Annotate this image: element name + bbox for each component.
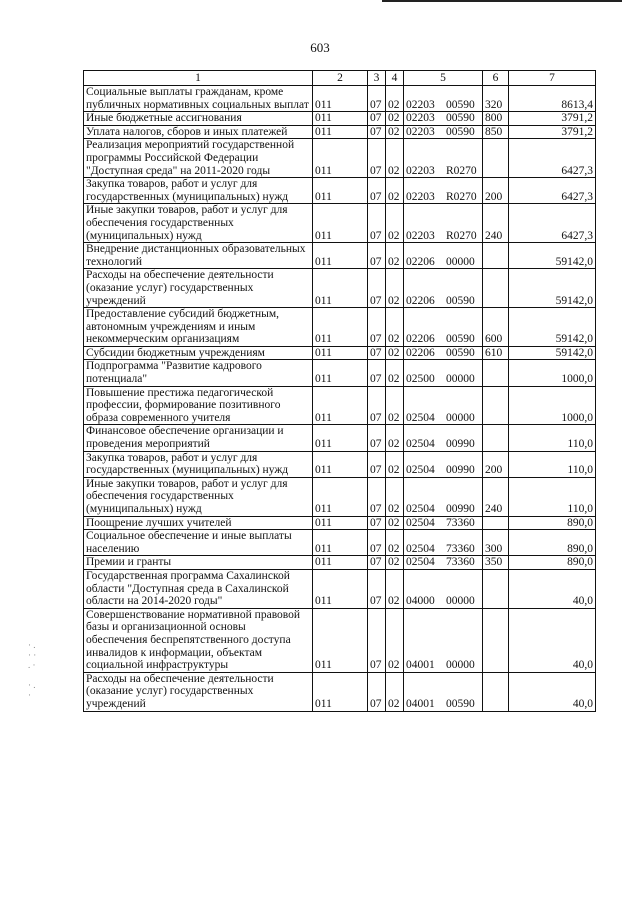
subsection-code-cell: 02 (386, 425, 404, 451)
grbs-code-cell: 011 (313, 530, 368, 556)
section-code-cell: 07 (368, 608, 386, 672)
target-article-direction: 00590 (446, 346, 475, 359)
target-article-program: 02504 (406, 516, 435, 529)
target-article-direction: 00000 (446, 373, 475, 386)
subsection-code-cell: 02 (386, 139, 404, 178)
target-article-program: 02504 (406, 438, 435, 451)
expense-type-cell: 600 (483, 308, 509, 347)
expense-type-cell (483, 139, 509, 178)
section-code-cell: 07 (368, 86, 386, 112)
budget-table (83, 70, 596, 712)
expense-type-cell (483, 569, 509, 608)
subsection-code-cell: 02 (386, 569, 404, 608)
amount-cell: 890,0 (509, 516, 596, 530)
subsection-code-cell: 02 (386, 204, 404, 243)
amount-cell: 110,0 (509, 477, 596, 516)
amount-cell: 3791,2 (509, 125, 596, 139)
target-article-direction: 00590 (446, 697, 475, 710)
amount-cell: 40,0 (509, 672, 596, 711)
grbs-code-cell: 011 (313, 204, 368, 243)
subsection-code-cell: 02 (386, 386, 404, 425)
amount-cell: 890,0 (509, 556, 596, 570)
table-row (84, 204, 596, 243)
amount-cell: 6427,3 (509, 178, 596, 204)
target-article-cell (404, 178, 483, 204)
expense-type-cell (483, 360, 509, 386)
column-header: 6 (483, 71, 509, 86)
section-code-cell: 07 (368, 139, 386, 178)
grbs-code-cell: 011 (313, 425, 368, 451)
expense-type-cell: 610 (483, 346, 509, 360)
target-article-program: 02203 (406, 98, 435, 111)
expense-type-cell (483, 672, 509, 711)
expense-type-cell (483, 269, 509, 308)
amount-cell: 890,0 (509, 530, 596, 556)
expense-name-cell: Внедрение дистанционных образовательных технологий (84, 243, 313, 269)
target-article-cell (404, 243, 483, 269)
section-code-cell: 07 (368, 346, 386, 360)
section-code-cell: 07 (368, 477, 386, 516)
expense-type-cell (483, 425, 509, 451)
grbs-code-cell: 011 (313, 178, 368, 204)
target-article-program: 04001 (406, 697, 435, 710)
amount-cell: 40,0 (509, 569, 596, 608)
expense-name-cell: Подпрограмма "Развитие кадрового потенциала" (84, 360, 313, 386)
section-code-cell: 07 (368, 556, 386, 570)
grbs-code-cell: 011 (313, 139, 368, 178)
column-header: 3 (368, 71, 386, 86)
section-code-cell: 07 (368, 569, 386, 608)
target-article-direction: 00000 (446, 595, 475, 608)
table-row (84, 672, 596, 711)
expense-name-cell: Иные закупки товаров, работ и услуг для обеспечения государственных (муниципальных) нужд (84, 477, 313, 516)
target-article-program: 02504 (406, 556, 435, 569)
target-article-cell (404, 346, 483, 360)
expense-name-cell: Государственная программа Сахалинской области "Доступная среда в Сахалинской области на 2014-2020 годы" (84, 569, 313, 608)
section-code-cell: 07 (368, 672, 386, 711)
section-code-cell: 07 (368, 360, 386, 386)
target-article-direction: 00000 (446, 659, 475, 672)
grbs-code-cell: 011 (313, 112, 368, 126)
section-code-cell: 07 (368, 425, 386, 451)
section-code-cell: 07 (368, 243, 386, 269)
table-row (84, 243, 596, 269)
subsection-code-cell: 02 (386, 360, 404, 386)
section-code-cell: 07 (368, 178, 386, 204)
target-article-cell (404, 125, 483, 139)
target-article-direction: 73360 (446, 516, 475, 529)
grbs-code-cell: 011 (313, 86, 368, 112)
amount-cell: 59142,0 (509, 269, 596, 308)
expense-name-cell: Социальное обеспечение и иные выплаты населению (84, 530, 313, 556)
expense-name-cell: Повышение престижа педагогической профессии, формирование позитивного образа современного учителя (84, 386, 313, 425)
target-article-program: 02206 (406, 333, 435, 346)
expense-type-cell: 200 (483, 178, 509, 204)
target-article-cell (404, 360, 483, 386)
table-row (84, 530, 596, 556)
amount-cell: 59142,0 (509, 308, 596, 347)
target-article-program: 02504 (406, 464, 435, 477)
target-article-direction: 00000 (446, 411, 475, 424)
column-header: 4 (386, 71, 404, 86)
column-header: 7 (509, 71, 596, 86)
target-article-program: 02203 (406, 112, 435, 125)
target-article-cell (404, 86, 483, 112)
amount-cell: 1000,0 (509, 360, 596, 386)
expense-name-cell: Предоставление субсидий бюджетным, автономным учреждениям и иным некоммерческим организациям (84, 308, 313, 347)
grbs-code-cell: 011 (313, 569, 368, 608)
expense-name-cell: Расходы на обеспечение деятельности (оказание услуг) государственных учреждений (84, 672, 313, 711)
target-article-program: 02206 (406, 346, 435, 359)
expense-name-cell: Закупка товаров, работ и услуг для государственных (муниципальных) нужд (84, 178, 313, 204)
amount-cell: 6427,3 (509, 204, 596, 243)
table-row (84, 556, 596, 570)
grbs-code-cell: 011 (313, 672, 368, 711)
grbs-code-cell: 011 (313, 269, 368, 308)
target-article-direction: R0270 (446, 164, 477, 177)
grbs-code-cell: 011 (313, 556, 368, 570)
expense-name-cell: Уплата налогов, сборов и иных платежей (84, 125, 313, 139)
expense-type-cell: 800 (483, 112, 509, 126)
amount-cell: 8613,4 (509, 86, 596, 112)
expense-type-cell: 200 (483, 451, 509, 477)
section-code-cell: 07 (368, 386, 386, 425)
subsection-code-cell: 02 (386, 269, 404, 308)
amount-cell: 110,0 (509, 451, 596, 477)
subsection-code-cell: 02 (386, 125, 404, 139)
margin-specks: · . · · . · · . · (28, 640, 37, 700)
target-article-program: 02500 (406, 373, 435, 386)
target-article-program: 02206 (406, 255, 435, 268)
subsection-code-cell: 02 (386, 86, 404, 112)
target-article-cell (404, 477, 483, 516)
target-article-direction: 73360 (446, 556, 475, 569)
expense-type-cell: 350 (483, 556, 509, 570)
grbs-code-cell: 011 (313, 386, 368, 425)
target-article-direction: 00590 (446, 98, 475, 111)
amount-cell: 59142,0 (509, 346, 596, 360)
table-body (84, 86, 596, 712)
target-article-cell (404, 569, 483, 608)
table-row (84, 308, 596, 347)
amount-cell: 59142,0 (509, 243, 596, 269)
expense-name-cell: Расходы на обеспечение деятельности (оказание услуг) государственных учреждений (84, 269, 313, 308)
amount-cell: 1000,0 (509, 386, 596, 425)
expense-type-cell: 850 (483, 125, 509, 139)
target-article-program: 02203 (406, 229, 435, 242)
table-header (84, 71, 596, 86)
target-article-cell (404, 556, 483, 570)
amount-cell: 110,0 (509, 425, 596, 451)
target-article-direction: 00590 (446, 333, 475, 346)
target-article-direction: R0270 (446, 190, 477, 203)
target-article-cell (404, 204, 483, 243)
table-row (84, 112, 596, 126)
target-article-cell (404, 516, 483, 530)
table-row (84, 608, 596, 672)
subsection-code-cell: 02 (386, 243, 404, 269)
column-header: 5 (404, 71, 483, 86)
grbs-code-cell: 011 (313, 608, 368, 672)
table-row (84, 86, 596, 112)
target-article-cell (404, 139, 483, 178)
subsection-code-cell: 02 (386, 516, 404, 530)
column-header: 2 (313, 71, 368, 86)
subsection-code-cell: 02 (386, 112, 404, 126)
grbs-code-cell: 011 (313, 125, 368, 139)
section-code-cell: 07 (368, 125, 386, 139)
grbs-code-cell: 011 (313, 477, 368, 516)
target-article-direction: 00590 (446, 294, 475, 307)
target-article-direction: 00590 (446, 125, 475, 138)
section-code-cell: 07 (368, 308, 386, 347)
target-article-direction: 00990 (446, 438, 475, 451)
expense-name-cell: Финансовое обеспечение организации и проведения мероприятий (84, 425, 313, 451)
section-code-cell: 07 (368, 204, 386, 243)
target-article-direction: 00590 (446, 112, 475, 125)
top-edge-mark (382, 0, 622, 6)
expense-name-cell: Реализация мероприятий государственной программы Российской Федерации "Доступная среда" на 2011-2020 годы (84, 139, 313, 178)
expense-type-cell: 320 (483, 86, 509, 112)
table-row (84, 125, 596, 139)
target-article-program: 02203 (406, 190, 435, 203)
target-article-cell (404, 425, 483, 451)
amount-cell: 3791,2 (509, 112, 596, 126)
subsection-code-cell: 02 (386, 477, 404, 516)
table-row (84, 178, 596, 204)
subsection-code-cell: 02 (386, 556, 404, 570)
target-article-cell (404, 608, 483, 672)
expense-name-cell: Закупка товаров, работ и услуг для государственных (муниципальных) нужд (84, 451, 313, 477)
table-row (84, 569, 596, 608)
target-article-cell (404, 451, 483, 477)
section-code-cell: 07 (368, 530, 386, 556)
target-article-direction: 00000 (446, 255, 475, 268)
subsection-code-cell: 02 (386, 608, 404, 672)
expense-name-cell: Иные бюджетные ассигнования (84, 112, 313, 126)
target-article-direction: 73360 (446, 542, 475, 555)
grbs-code-cell: 011 (313, 516, 368, 530)
expense-type-cell (483, 386, 509, 425)
expense-name-cell: Премии и гранты (84, 556, 313, 570)
target-article-cell (404, 386, 483, 425)
expense-type-cell: 300 (483, 530, 509, 556)
subsection-code-cell: 02 (386, 346, 404, 360)
expense-type-cell (483, 608, 509, 672)
grbs-code-cell: 011 (313, 308, 368, 347)
table-row (84, 516, 596, 530)
amount-cell: 6427,3 (509, 139, 596, 178)
table-row (84, 269, 596, 308)
table-row (84, 477, 596, 516)
target-article-program: 02504 (406, 542, 435, 555)
target-article-cell (404, 269, 483, 308)
section-code-cell: 07 (368, 112, 386, 126)
section-code-cell: 07 (368, 451, 386, 477)
target-article-program: 02504 (406, 411, 435, 424)
table-row (84, 451, 596, 477)
table-row (84, 346, 596, 360)
target-article-program: 02203 (406, 125, 435, 138)
subsection-code-cell: 02 (386, 451, 404, 477)
expense-name-cell: Поощрение лучших учителей (84, 516, 313, 530)
expense-type-cell (483, 243, 509, 269)
subsection-code-cell: 02 (386, 178, 404, 204)
grbs-code-cell: 011 (313, 243, 368, 269)
table-row (84, 360, 596, 386)
expense-name-cell: Совершенствование нормативной правовой базы и организационной основы обеспечения беспрепятственного доступа инвалидов к информации, объектам социальной инфраструктуры (84, 608, 313, 672)
expense-type-cell (483, 516, 509, 530)
expense-name-cell: Иные закупки товаров, работ и услуг для обеспечения государственных (муниципальных) нужд (84, 204, 313, 243)
target-article-program: 02206 (406, 294, 435, 307)
subsection-code-cell: 02 (386, 308, 404, 347)
header-row (84, 71, 596, 86)
subsection-code-cell: 02 (386, 530, 404, 556)
expense-type-cell: 240 (483, 477, 509, 516)
column-header: 1 (84, 71, 313, 86)
target-article-direction: 00990 (446, 503, 475, 515)
section-code-cell: 07 (368, 516, 386, 530)
target-article-direction: R0270 (446, 229, 477, 242)
target-article-cell (404, 672, 483, 711)
page-number: 603 (310, 40, 330, 55)
target-article-program: 04000 (406, 595, 435, 608)
target-article-cell (404, 112, 483, 126)
subsection-code-cell: 02 (386, 672, 404, 711)
target-article-program: 02203 (406, 164, 435, 177)
section-code-cell: 07 (368, 269, 386, 308)
amount-cell: 40,0 (509, 608, 596, 672)
target-article-cell (404, 308, 483, 347)
grbs-code-cell: 011 (313, 360, 368, 386)
target-article-program: 04001 (406, 659, 435, 672)
table-row (84, 386, 596, 425)
expense-name-cell: Субсидии бюджетным учреждениям (84, 346, 313, 360)
target-article-direction: 00990 (446, 464, 475, 477)
expense-type-cell: 240 (483, 204, 509, 243)
target-article-cell (404, 530, 483, 556)
target-article-program: 02504 (406, 503, 435, 515)
grbs-code-cell: 011 (313, 346, 368, 360)
table-row (84, 425, 596, 451)
expense-name-cell: Социальные выплаты гражданам, кроме публичных нормативных социальных выплат (84, 86, 313, 112)
table-row (84, 139, 596, 178)
grbs-code-cell: 011 (313, 451, 368, 477)
